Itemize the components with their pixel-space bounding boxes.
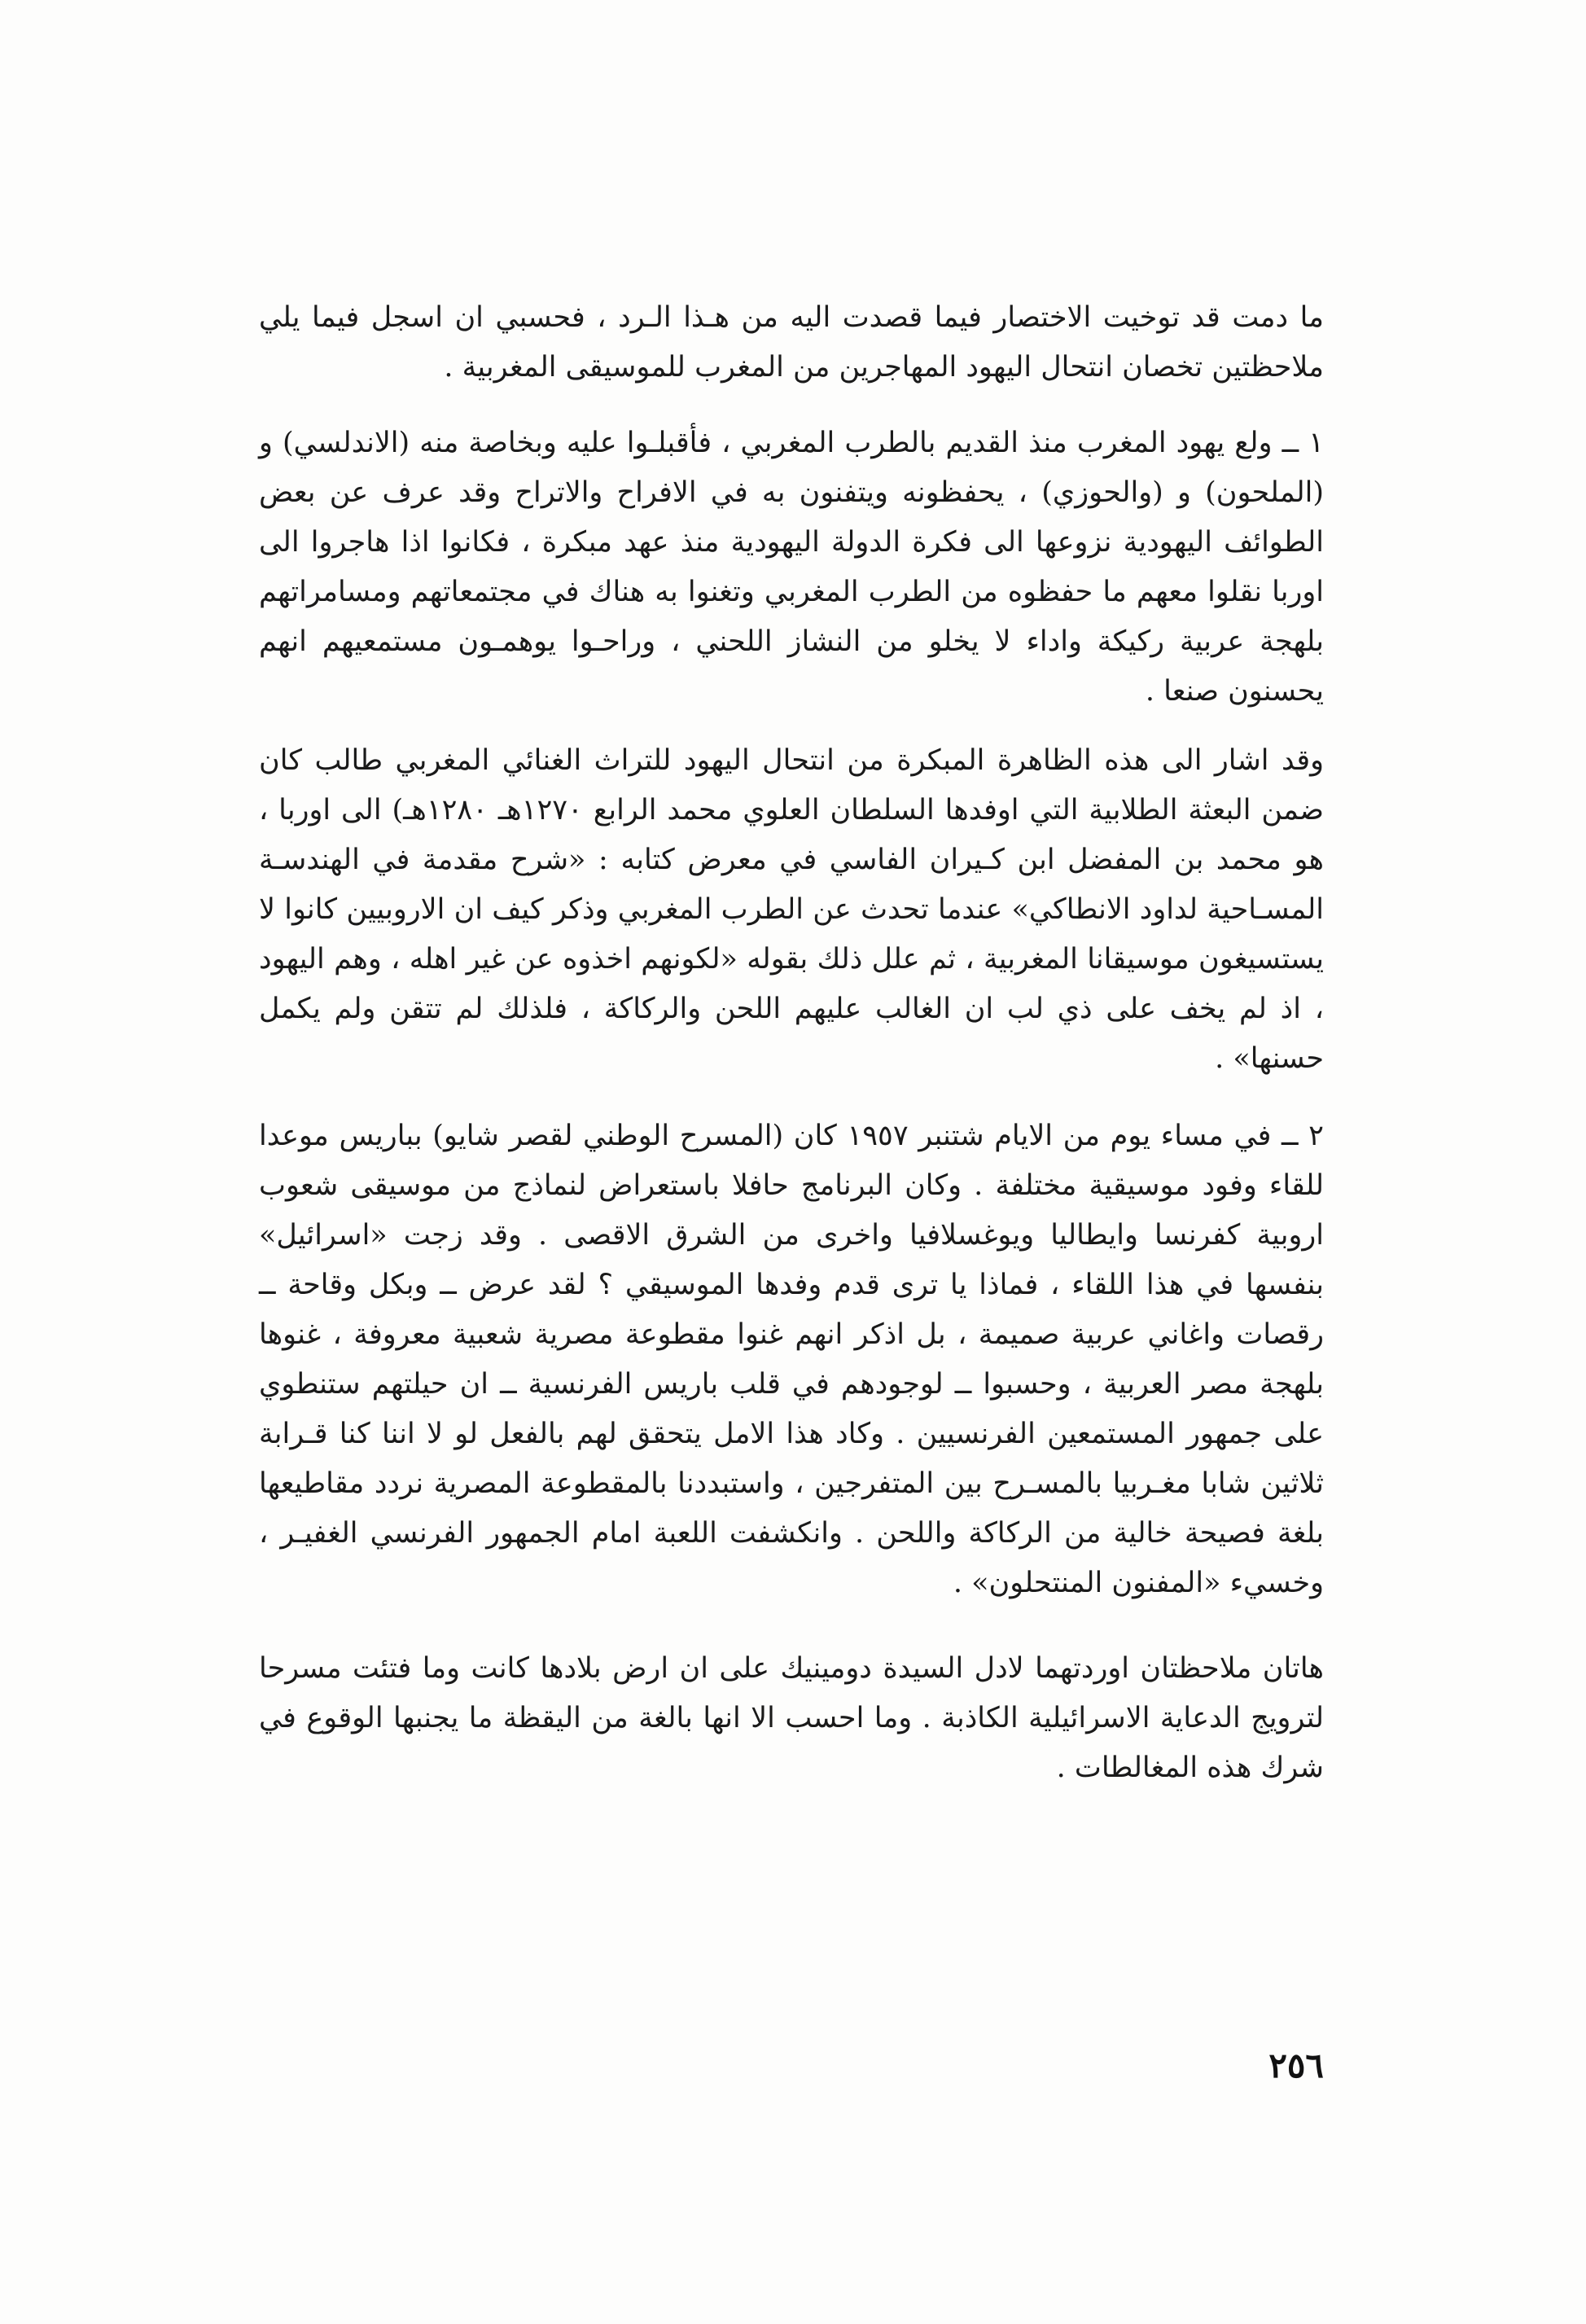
paragraph-intro: ما دمت قد توخيت الاختصار فيما قصدت اليه من هـذا الـرد ، فحسبي ان اسجل فيما يلي ملاحظتين تخصان انتحال اليهود المهاجرين من المغرب للموسيقى المغربية .	[259, 301, 1324, 384]
paragraph-conclusion: هاتان ملاحظتان اوردتهما لادل السيدة دومينيك على ان ارض بلادها كانت وما فتئت مسرحا لترويج الدعاية الاسرائيلية الكاذبة . وما احسب الا انها بالغة من اليقظة ما يجنبها الوقوع في شرك هذه المغالطات .	[259, 1652, 1324, 1784]
paragraph-note-one: ١ ــ ولع يهود المغرب منذ القديم بالطرب المغربي ، فأقبلـوا عليه وبخاصة منه (الاندلسي) و (الملحون) و (والحوزي) ، يحفظونه ويتفنون به في الافراح والاتراح وقد عرف عن بعض الطوائف اليهودية نزوعها الى فكرة الدولة اليهودية منذ عهد مبكرة ، فكانوا اذا هاجروا الى اوربا نقلوا معهم ما حفظوه من الطرب المغربي وتغنوا به هناك في مجتمعاتهم ومسامراتهم بلهجة عربية ركيكة واداء لا يخلو من النشاز اللحني ، وراحـوا يوهمـون مستمعيهم انهم يحسنون صنعا .	[259, 427, 1324, 708]
paragraph-note-two: ٢ ــ في مساء يوم من الايام شتنبر ١٩٥٧ كان (المسرح الوطني لقصر شايو) بباريس موعدا للقاء وفود موسيقية مختلفة . وكان البرنامج حافلا باستعراض لنماذج من موسيقى شعوب اروبية كفرنسا وايطاليا ويوغسلافيا واخرى من الشرق الاقصى . وقد زجت «اسرائيل» بنفسها في هذا اللقاء ، فماذا يا ترى قدم وفدها الموسيقي ؟ لقد عرض ــ وبكل وقاحة ــ رقصات واغاني عربية صميمة ، بل اذكر انهم غنوا مقطوعة مصرية شعبية معروفة ، غنوها بلهجة مصر العربية ، وحسبوا ــ لوجودهم في قلب باريس الفرنسية ــ ان حيلتهم ستنطوي على جمهور المستمعين الفرنسيين . وكاد هذا الامل يتحقق لهم بالفعل لو لا اننا كنا قـرابة ثلاثين شابا مغـربيا بالمسـرح بين المتفرجين ، واستبددنا بالمقطوعة المصرية نردد مقاطيعها بلغة فصيحة خالية من الركاكة واللحن . وانكشفت اللعبة امام الجمهور الفرنسي الغفيـر ، وخسيء «المفنون المنتحلون» .	[259, 1120, 1325, 1599]
paragraph-historical-reference: وقد اشار الى هذه الظاهرة المبكرة من انتحال اليهود للتراث الغنائي المغربي طالب كان ضمن البعثة الطلابية التي اوفدها السلطان العلوي محمد الرابع ١٢٧٠هـ ١٢٨٠هـ) الى اوربا ، هو محمد بن المفضل ابن كـيران الفاسي في معرض كتابه : «شرح مقدمة في الهندسـة المسـاحية لداود الانطاكي» عندما تحدث عن الطرب المغربي وذكر كيف ان الاروبيين كانوا لا يستسيغون موسيقانا المغربية ، ثم علل ذلك بقوله «لكونهم اخذوه عن غير اهله ، وهم اليهود ، اذ لم يخف على ذي لب ان الغالب عليهم اللحن والركاكة ، فلذلك لم تتقن ولم يكمل حسنها» .	[259, 744, 1324, 1075]
body-text	[259, 293, 1324, 1793]
page-number: ٢٥٦	[1268, 2046, 1324, 2085]
